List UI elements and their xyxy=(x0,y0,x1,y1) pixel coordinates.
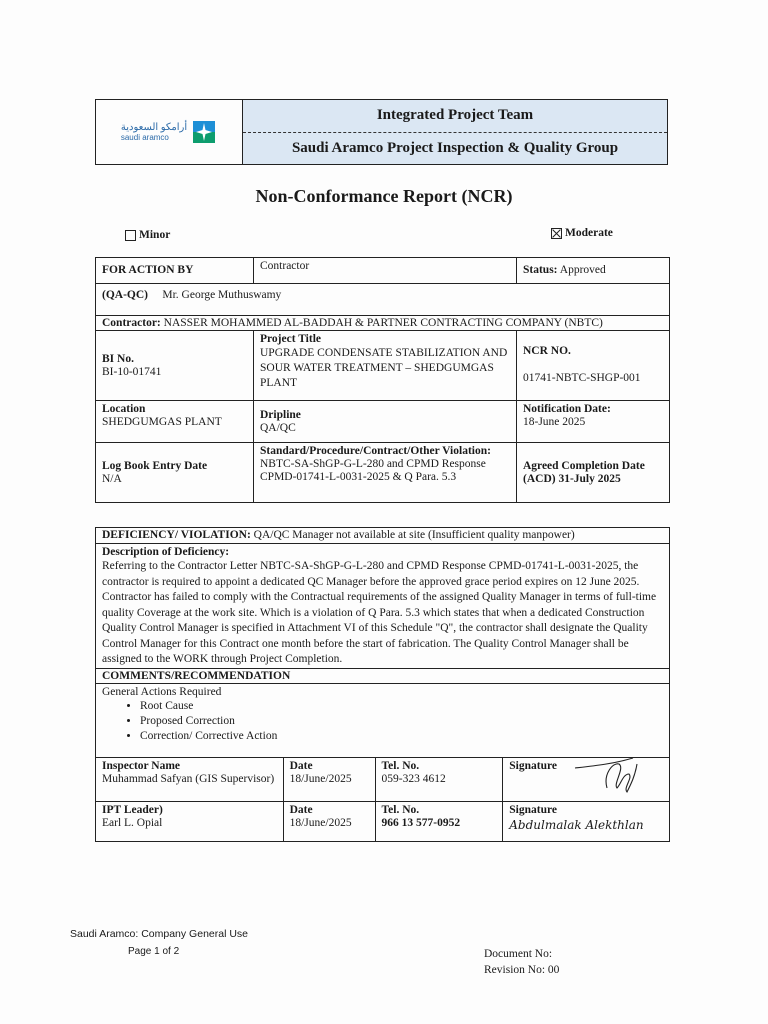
logo-arabic: أرامكو السعودية xyxy=(120,122,188,133)
signature-label: Signature xyxy=(509,803,557,816)
qa-qc-row xyxy=(96,284,670,316)
contractor-cell: Contractor xyxy=(254,258,517,284)
ipt-label: IPT Leader) xyxy=(102,803,163,816)
aramco-star-icon xyxy=(191,119,217,145)
header-box xyxy=(95,99,668,165)
inspector-value: Muhammad Safyan (GIS Supervisor) xyxy=(102,772,275,785)
description-para-2: Contractor has failed to comply with the Contractual requirements of the assigned Quality Manager in terms of full-time quality Coverage at the work site. Which is a violation of Q Para. 5.3 which states that when a dedicated Construction Quality Control Manager is specified in Attachment VI of this Schedule "Q", the contractor shall designate the Quality Control Manager for this Contract one month before the start of fabrication. The Quality Control Manager shall be assigned to the WORK through Project Completion. xyxy=(102,591,657,665)
ipt-signature: Abdulmalak Alekthlan xyxy=(509,817,644,832)
bi-label: BI No. xyxy=(102,352,134,365)
status-cell xyxy=(517,258,670,284)
date-label: Date xyxy=(289,759,313,772)
contractor-full-label: Contractor: xyxy=(102,317,161,329)
page-number: Page 1 of 2 xyxy=(128,946,180,957)
signature-cell-2 xyxy=(503,801,670,841)
ncr-cell xyxy=(517,331,670,401)
list-item: • Root Cause xyxy=(140,699,663,714)
logbook-label: Log Book Entry Date xyxy=(102,459,208,472)
description-cell xyxy=(96,544,670,669)
classification-label: Saudi Aramco: Company General Use xyxy=(70,928,249,940)
signature-cell-1 xyxy=(503,757,670,801)
location-value: SHEDGUMGAS PLANT xyxy=(102,416,222,428)
location-cell xyxy=(96,401,254,443)
moderate-label: Moderate xyxy=(565,227,613,239)
tel-value-2: 966 13 577-0952 xyxy=(381,816,461,829)
status-label: Status: xyxy=(523,264,558,276)
tel-cell-1 xyxy=(375,757,503,801)
tel-label: Tel. No. xyxy=(381,803,420,816)
comments-label: COMMENTS/RECOMMENDATION xyxy=(96,668,670,683)
ncr-label: NCR NO. xyxy=(523,345,571,357)
description-label: Description of Deficiency: xyxy=(102,546,230,558)
tel-label: Tel. No. xyxy=(381,759,420,772)
contractor-full-value: NASSER MOHAMMED AL-BADDAH & PARTNER CONTRACTING COMPANY (NBTC) xyxy=(163,317,603,329)
logo-english: saudi aramco xyxy=(120,133,169,142)
inspector-cell xyxy=(96,757,284,801)
checkbox-checked-icon xyxy=(551,228,562,239)
date-cell-1 xyxy=(283,757,375,801)
date-cell-2 xyxy=(283,801,375,841)
deficiency-row xyxy=(96,528,670,544)
deficiency-table xyxy=(95,527,670,842)
standard-value: NBTC-SA-ShGP-G-L-280 and CPMD Response CPMD-01741-L-0031-2025 & Q Para. 5.3 xyxy=(260,458,486,483)
project-title-value: UPGRADE CONDENSATE STABILIZATION AND SOUR WATER TREATMENT – SHEDGUMGAS PLANT xyxy=(260,347,508,389)
date-value-1: 18/June/2025 xyxy=(289,772,352,785)
comments-cell xyxy=(96,683,670,757)
notification-value: 18-June 2025 xyxy=(523,416,586,428)
list-item: • Proposed Correction xyxy=(140,714,663,729)
for-action-by-label: FOR ACTION BY xyxy=(96,258,254,284)
moderate-checkbox[interactable] xyxy=(551,227,613,239)
list-item: • Correction/ Corrective Action xyxy=(140,729,663,744)
project-title-label: Project Title xyxy=(260,333,321,345)
signature-label: Signature xyxy=(509,759,557,772)
project-title-cell xyxy=(254,331,517,401)
location-label: Location xyxy=(102,403,146,415)
qa-qc-value: Mr. George Muthuswamy xyxy=(162,289,282,301)
logbook-cell xyxy=(96,443,254,503)
status-value: Approved xyxy=(559,264,606,276)
date-label: Date xyxy=(289,803,313,816)
dripline-value: QA/QC xyxy=(260,421,296,434)
dripline-label: Dripline xyxy=(260,408,301,421)
notification-cell xyxy=(517,401,670,443)
bi-cell xyxy=(96,331,254,401)
ipt-cell xyxy=(96,801,284,841)
inspector-signature xyxy=(573,754,653,798)
standard-cell xyxy=(254,443,517,503)
qa-qc-label: (QA-QC) xyxy=(102,289,148,301)
document-no: Document No: xyxy=(484,948,553,960)
company-logo xyxy=(96,100,243,164)
ncr-value: 01741-NBTC-SHGP-001 xyxy=(523,372,641,384)
inspector-label: Inspector Name xyxy=(102,759,181,772)
revision-no: Revision No: 00 xyxy=(484,964,560,976)
ncr-info-table xyxy=(95,257,670,503)
page-title: Non-Conformance Report (NCR) xyxy=(255,186,513,206)
date-value-2: 18/June/2025 xyxy=(289,816,352,829)
actions-list xyxy=(102,699,663,744)
header-line-2: Saudi Aramco Project Inspection & Quality Group xyxy=(291,139,619,156)
tel-cell-2 xyxy=(375,801,503,841)
header-line-1: Integrated Project Team xyxy=(243,100,667,133)
deficiency-label: DEFICIENCY/ VIOLATION: xyxy=(102,529,251,541)
checkbox-empty-icon xyxy=(125,230,136,241)
standard-label: Standard/Procedure/Contract/Other Violation: xyxy=(260,445,491,457)
document-info xyxy=(484,946,559,978)
deficiency-value: QA/QC Manager not available at site (Insufficient quality manpower) xyxy=(253,529,575,541)
tel-value-1: 059-323 4612 xyxy=(381,772,446,785)
general-actions: General Actions Required xyxy=(102,685,222,698)
bi-value: BI-10-01741 xyxy=(102,365,162,378)
logbook-value: N/A xyxy=(102,472,122,485)
minor-checkbox[interactable] xyxy=(125,229,170,241)
dripline-cell xyxy=(254,401,517,443)
minor-label: Minor xyxy=(139,229,171,241)
contractor-row xyxy=(96,316,670,331)
description-para-1: Referring to the Contractor Letter NBTC-SA-ShGP-G-L-280 and CPMD Response CPMD-01741-L-0031-2025, the contractor is required to appoint a dedicated QC Manager before the approved grace period expires on 12 June 2025. xyxy=(102,560,640,588)
notification-label: Notification Date: xyxy=(523,403,611,415)
ipt-value: Earl L. Opial xyxy=(102,816,163,829)
acd-cell: Agreed Completion Date (ACD) 31-July 2025 xyxy=(517,443,670,503)
